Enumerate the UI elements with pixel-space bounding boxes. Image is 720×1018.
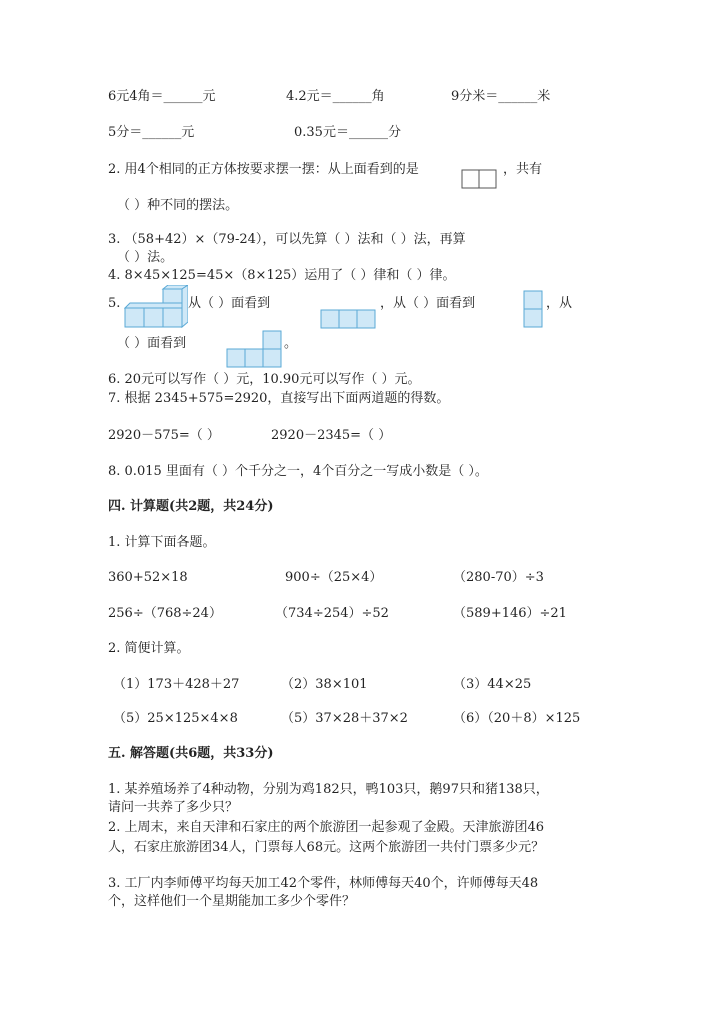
calc-item: 360+52×18 bbox=[108, 570, 188, 585]
question-5-text-c: ，从 bbox=[546, 296, 573, 311]
question-5-number: 5. bbox=[108, 296, 121, 311]
question-8: 8. 0.015 里面有（ ）个千分之一，4个百分之一写成小数是（ ）。 bbox=[108, 464, 488, 479]
question-2-text: 2. 用4个相同的正方体按要求摆一摆：从上面看到的是 bbox=[108, 162, 419, 177]
section-4-sub2: 2. 简便计算。 bbox=[108, 641, 190, 656]
simplify-item: （6）（20＋8）×125 bbox=[453, 711, 581, 726]
question-7-b: 2920－2345=（ ） bbox=[271, 428, 392, 443]
question-6: 6. 20元可以写作（ ）元，10.90元可以写作（ ）元。 bbox=[108, 372, 421, 387]
question-5-text-e: 。 bbox=[284, 336, 298, 351]
question-7-a: 2920－575=（ ） bbox=[108, 428, 220, 443]
question-2-blank-line: （ ）种不同的摆法。 bbox=[117, 198, 239, 213]
conversion-item: 6元4角＝______元 bbox=[108, 89, 216, 104]
view-three-row bbox=[320, 309, 376, 329]
question-3-line1: 3. （58+42）×（79-24），可以先算（ ）法和（ ）法，再算 bbox=[108, 232, 466, 247]
calc-item: （589+146）÷21 bbox=[453, 606, 567, 621]
simplify-item: （1）173＋428＋27 bbox=[113, 677, 240, 692]
simplify-item: （2）38×101 bbox=[281, 677, 368, 692]
problem-3-line1: 3. 工厂内李师傅平均每天加工42个零件，林师傅每天40个，许师傅每天48 bbox=[108, 876, 539, 891]
question-5-text-a: 从（ ）面看到 bbox=[188, 296, 271, 311]
cube-stack-figure bbox=[124, 285, 188, 329]
question-3-line2: （ ）法。 bbox=[117, 250, 174, 265]
calc-item: （280-70）÷3 bbox=[453, 570, 544, 585]
simplify-item: （5）37×28＋37×2 bbox=[281, 711, 408, 726]
calc-item: （734÷254）÷52 bbox=[275, 606, 389, 621]
problem-1-line1: 1. 某养殖场养了4种动物，分别为鸡182只，鸭103只，鹅97只和猪138只， bbox=[108, 782, 549, 797]
calc-item: 900÷（25×4） bbox=[285, 570, 383, 585]
simplify-item: （5）25×125×4×8 bbox=[113, 711, 238, 726]
problem-3-line2: 个，这样他们一个星期能加工多少个零件？ bbox=[108, 894, 356, 909]
question-5-text-d: （ ）面看到 bbox=[117, 336, 187, 351]
top-view-figure bbox=[461, 169, 497, 189]
question-5-text-b: ，从（ ）面看到 bbox=[380, 296, 476, 311]
question-4: 4. 8×45×125=45×（8×125）运用了（ ）律和（ ）律。 bbox=[108, 268, 456, 283]
section-4-sub1: 1. 计算下面各题。 bbox=[108, 535, 216, 550]
calc-item: 256÷（768÷24） bbox=[108, 606, 222, 621]
section-4-heading: 四. 计算题(共2题，共24分) bbox=[108, 499, 274, 514]
conversion-item: 5分＝______元 bbox=[108, 125, 195, 140]
conversion-item: 0.35元＝______分 bbox=[294, 125, 401, 140]
question-7-line1: 7. 根据 2345+575=2920，直接写出下面两道题的得数。 bbox=[108, 391, 450, 406]
problem-2-line2: 人，石家庄旅游团34人，门票每人68元。这两个旅游团一共付门票多少元？ bbox=[108, 840, 545, 855]
simplify-item: （3）44×25 bbox=[453, 677, 532, 692]
question-2-text-b: ，共有 bbox=[503, 162, 543, 177]
conversion-item: 4.2元＝______角 bbox=[286, 89, 385, 104]
view-two-column bbox=[523, 290, 543, 328]
view-l-shape bbox=[226, 330, 282, 368]
conversion-item: 9分米＝______米 bbox=[451, 89, 551, 104]
problem-2-line1: 2. 上周末，来自天津和石家庄的两个旅游团一起参观了金殿。天津旅游团46 bbox=[108, 820, 545, 835]
problem-1-line2: 请问一共养了多少只？ bbox=[108, 800, 239, 815]
section-5-heading: 五. 解答题(共6题，共33分) bbox=[108, 746, 274, 761]
